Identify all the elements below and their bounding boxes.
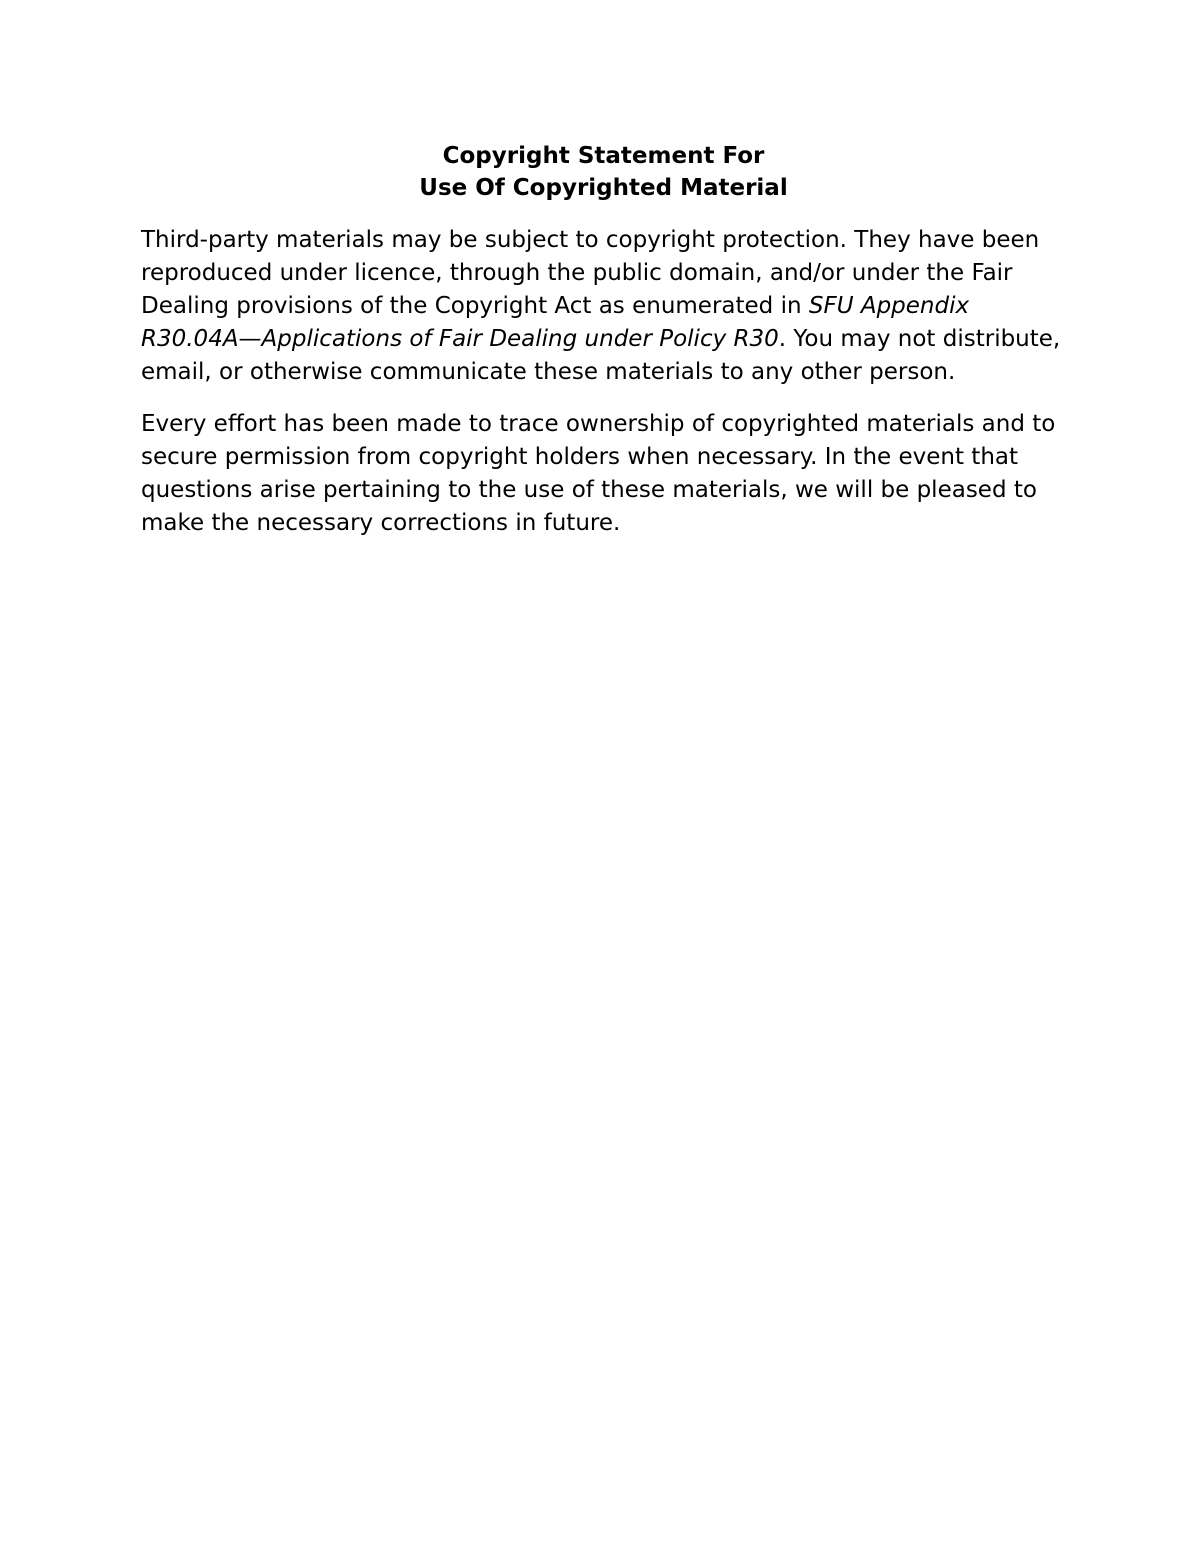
paragraph-copyright-notice (141, 224, 1066, 389)
paragraph-ownership-notice: Every effort has been made to trace ownership of copyrighted materials and to secure permission from copyright holders when necessary. In the event that questions arise pertaining to the use of these materials, we will be pleased to make the necessary corrections in future. (141, 411, 1056, 536)
document-title (141, 140, 1066, 204)
paragraph-1-text-before: Third-party materials may be subject to copyright protection. They have been reproduced under licence, through the public domain, and/or under the Fair Dealing provisions of the Copyright Act as enumerated in (141, 227, 1040, 319)
paragraph-1-text-after: . You may not distribute, email, or otherwise communicate these materials to any other person. (141, 326, 1061, 385)
title-line-1: Copyright Statement For (442, 143, 765, 169)
document-body (141, 140, 1066, 559)
title-line-2: Use Of Copyrighted Material (419, 175, 788, 201)
policy-reference: SFU Appendix R30.04A—Applications of Fair Dealing under Policy R30 (141, 293, 970, 352)
